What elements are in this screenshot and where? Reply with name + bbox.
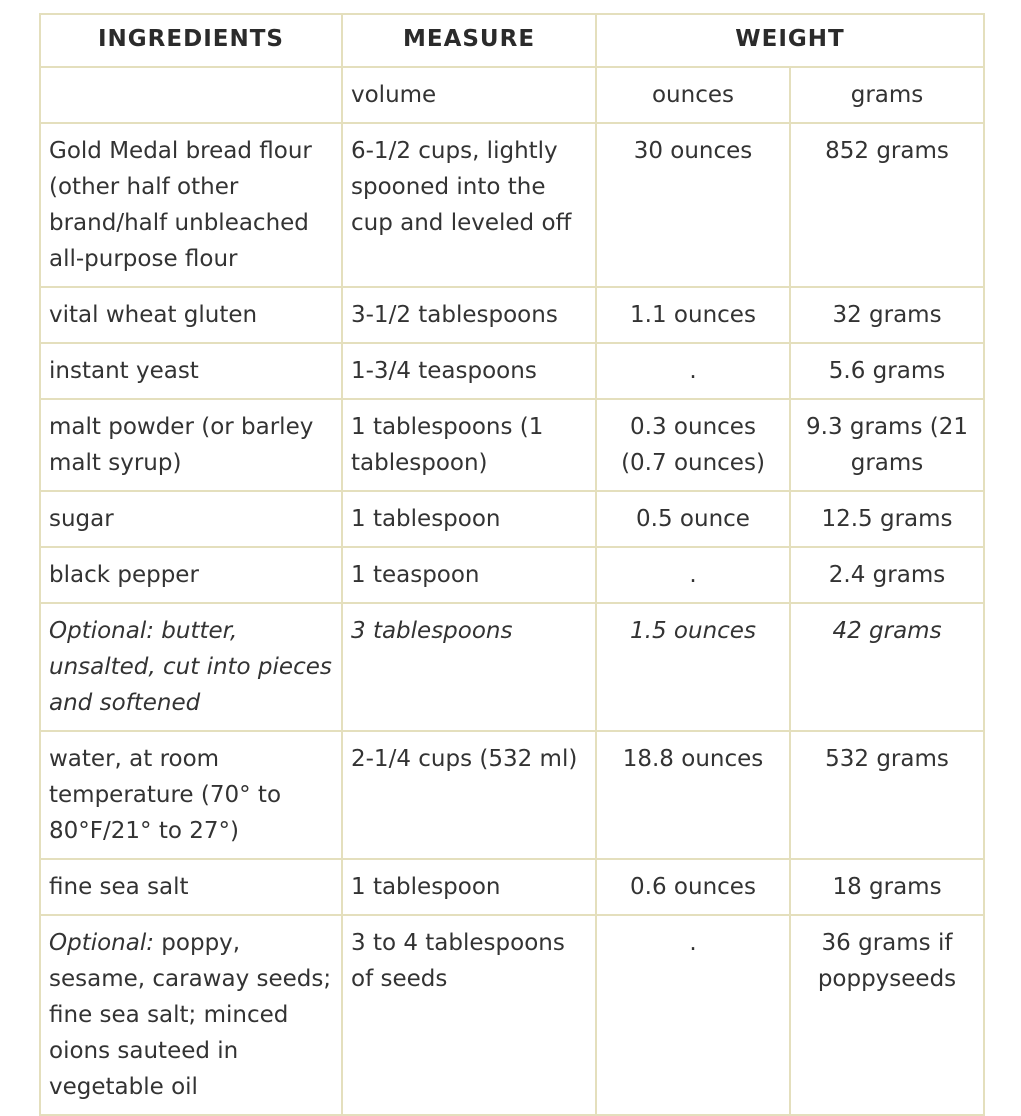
measure-cell: 3 tablespoons xyxy=(342,603,596,731)
grams-cell: 5.6 grams xyxy=(790,343,984,399)
table-row xyxy=(40,547,984,603)
subheader-ounces: ounces xyxy=(596,67,790,123)
header-weight: WEIGHT xyxy=(596,14,984,67)
ingredients-table xyxy=(39,13,985,1116)
ingredient-cell: sugar xyxy=(40,491,342,547)
ounces-cell: 0.5 ounce xyxy=(596,491,790,547)
ounces-cell: 30 ounces xyxy=(596,123,790,287)
table-row xyxy=(40,399,984,491)
measure-cell: 3 to 4 tablespoons of seeds xyxy=(342,915,596,1115)
header-ingredients: INGREDIENTS xyxy=(40,14,342,67)
subheader-grams: grams xyxy=(790,67,984,123)
measure-cell: 1 teaspoon xyxy=(342,547,596,603)
ingredient-cell: water, at room temperature (70° to 80°F/21° to 27°) xyxy=(40,731,342,859)
table-row xyxy=(40,287,984,343)
subheader-empty-cell xyxy=(40,67,342,123)
table-row xyxy=(40,603,984,731)
optional-label: Optional: xyxy=(49,930,154,956)
ingredient-cell: Optional: butter, unsalted, cut into pieces and softened xyxy=(40,603,342,731)
ingredient-cell: Gold Medal bread flour (other half other brand/half unbleached all-purpose flour xyxy=(40,123,342,287)
grams-cell: 32 grams xyxy=(790,287,984,343)
ounces-cell: 0.3 ounces (0.7 ounces) xyxy=(596,399,790,491)
ounces-cell: 0.6 ounces xyxy=(596,859,790,915)
measure-cell: 6-1/2 cups, lightly spooned into the cup and leveled off xyxy=(342,123,596,287)
measure-cell: 1 tablespoon xyxy=(342,859,596,915)
ounces-cell: . xyxy=(596,915,790,1115)
ounces-cell: 1.5 ounces xyxy=(596,603,790,731)
ounces-cell: . xyxy=(596,343,790,399)
table-row xyxy=(40,731,984,859)
grams-cell: 852 grams xyxy=(790,123,984,287)
ingredient-cell xyxy=(40,915,342,1115)
grams-cell: 12.5 grams xyxy=(790,491,984,547)
grams-cell: 36 grams if poppyseeds xyxy=(790,915,984,1115)
measure-cell: 1 tablespoons (1 tablespoon) xyxy=(342,399,596,491)
table-row xyxy=(40,859,984,915)
grams-cell: 9.3 grams (21 grams xyxy=(790,399,984,491)
ingredient-cell: fine sea salt xyxy=(40,859,342,915)
table-row xyxy=(40,915,984,1115)
ounces-cell: . xyxy=(596,547,790,603)
header-measure: MEASURE xyxy=(342,14,596,67)
subheader-volume: volume xyxy=(342,67,596,123)
ingredient-cell: vital wheat gluten xyxy=(40,287,342,343)
subheader-row xyxy=(40,67,984,123)
header-row xyxy=(40,14,984,67)
grams-cell: 532 grams xyxy=(790,731,984,859)
ingredient-cell: black pepper xyxy=(40,547,342,603)
measure-cell: 2-1/4 cups (532 ml) xyxy=(342,731,596,859)
measure-cell: 1-3/4 teaspoons xyxy=(342,343,596,399)
grams-cell: 42 grams xyxy=(790,603,984,731)
ounces-cell: 18.8 ounces xyxy=(596,731,790,859)
grams-cell: 2.4 grams xyxy=(790,547,984,603)
table-row xyxy=(40,123,984,287)
grams-cell: 18 grams xyxy=(790,859,984,915)
ingredient-text: poppy, sesame, caraway seeds; fine sea salt; minced oions sauteed in vegetable oil xyxy=(49,930,332,1100)
ounces-cell: 1.1 ounces xyxy=(596,287,790,343)
measure-cell: 1 tablespoon xyxy=(342,491,596,547)
table-row xyxy=(40,491,984,547)
table-row xyxy=(40,343,984,399)
measure-cell: 3-1/2 tablespoons xyxy=(342,287,596,343)
ingredient-cell: malt powder (or barley malt syrup) xyxy=(40,399,342,491)
ingredient-cell: instant yeast xyxy=(40,343,342,399)
